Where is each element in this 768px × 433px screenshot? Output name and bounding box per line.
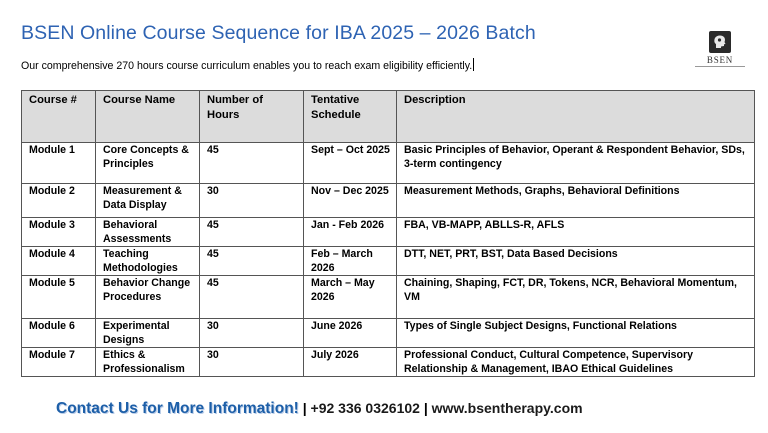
header-tentative-schedule: Tentative Schedule [304, 91, 397, 143]
phone-number: +92 336 0326102 [310, 400, 420, 416]
cell-course-number: Module 1 [22, 143, 96, 184]
cell-course-number: Module 4 [22, 247, 96, 276]
page-title: BSEN Online Course Sequence for IBA 2025 – 2026 Batch [21, 22, 536, 44]
table-row [22, 247, 755, 276]
cell-hours: 45 [200, 143, 304, 184]
cell-schedule: Jan - Feb 2026 [304, 218, 397, 247]
cell-schedule: July 2026 [304, 348, 397, 377]
footer-separator: | [302, 400, 307, 416]
cell-course-name: Experimental Designs [96, 319, 200, 348]
cell-course-number: Module 5 [22, 276, 96, 319]
cell-hours: 30 [200, 348, 304, 377]
cell-description: Professional Conduct, Cultural Competence, Supervisory Relationship & Management, IBAO Ethical Guidelines [397, 348, 755, 377]
header-course-number: Course # [22, 91, 96, 143]
cell-description: Chaining, Shaping, FCT, DR, Tokens, NCR, Behavioral Momentum, VM [397, 276, 755, 319]
logo-brand-text: BSEN [706, 55, 734, 65]
course-table [21, 90, 755, 377]
cell-hours: 30 [200, 184, 304, 218]
footer-separator: | [423, 400, 428, 416]
cell-course-name: Measurement & Data Display [96, 184, 200, 218]
cell-hours: 45 [200, 276, 304, 319]
contact-footer [56, 400, 583, 418]
cell-schedule: June 2026 [304, 319, 397, 348]
website-link[interactable]: www.bsentherapy.com [431, 400, 583, 416]
cell-description: Measurement Methods, Graphs, Behavioral Definitions [397, 184, 755, 218]
cell-course-name: Teaching Methodologies [96, 247, 200, 276]
cell-description: Basic Principles of Behavior, Operant & Respondent Behavior, SDs, 3-term contingency [397, 143, 755, 184]
subtitle-text: Our comprehensive 270 hours course curriculum enables you to reach exam eligibility efficiently. [21, 60, 473, 72]
table-row [22, 319, 755, 348]
table-row [22, 218, 755, 247]
cell-course-number: Module 6 [22, 319, 96, 348]
cell-course-name: Behavior Change Procedures [96, 276, 200, 319]
bsen-logo [692, 30, 748, 68]
cell-hours: 45 [200, 218, 304, 247]
text-cursor [473, 58, 474, 71]
cell-description: DTT, NET, PRT, BST, Data Based Decisions [397, 247, 755, 276]
cell-course-number: Module 2 [22, 184, 96, 218]
cell-course-name: Ethics & Professionalism [96, 348, 200, 377]
cell-schedule: Feb – March 2026 [304, 247, 397, 276]
header-description: Description [397, 91, 755, 143]
cell-course-number: Module 3 [22, 218, 96, 247]
head-logo-icon [709, 31, 731, 53]
table-row [22, 348, 755, 377]
table-row [22, 184, 755, 218]
table-header-row [22, 91, 755, 143]
header-number-of-hours: Number of Hours [200, 91, 304, 143]
table-row [22, 143, 755, 184]
cell-description: Types of Single Subject Designs, Functional Relations [397, 319, 755, 348]
cell-course-number: Module 7 [22, 348, 96, 377]
cell-hours: 30 [200, 319, 304, 348]
cell-schedule: March – May 2026 [304, 276, 397, 319]
header-course-name: Course Name [96, 91, 200, 143]
page-subtitle [21, 58, 474, 72]
cell-description: FBA, VB-MAPP, ABLLS-R, AFLS [397, 218, 755, 247]
cell-hours: 45 [200, 247, 304, 276]
cell-schedule: Sept – Oct 2025 [304, 143, 397, 184]
logo-underline [695, 66, 745, 67]
cell-course-name: Behavioral Assessments [96, 218, 200, 247]
table-row [22, 276, 755, 319]
contact-heading: Contact Us for More Information! [56, 400, 299, 417]
cell-schedule: Nov – Dec 2025 [304, 184, 397, 218]
cell-course-name: Core Concepts & Principles [96, 143, 200, 184]
